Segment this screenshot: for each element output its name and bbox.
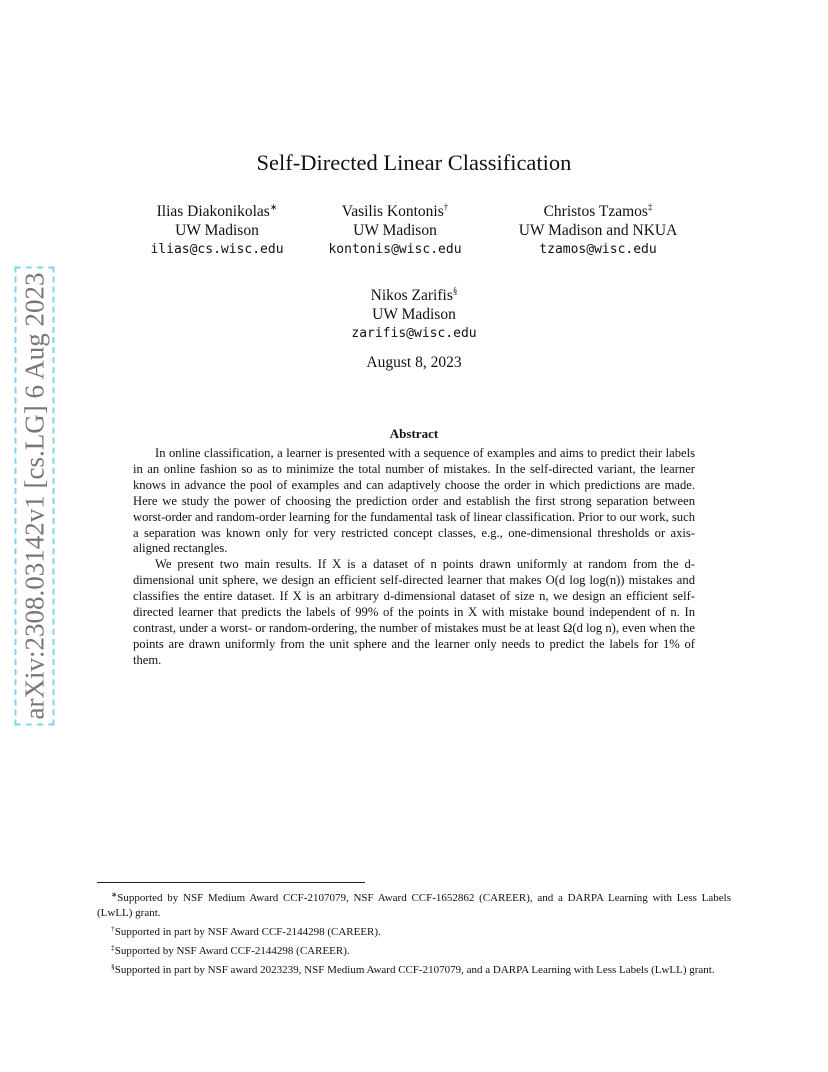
abstract-heading: Abstract bbox=[389, 426, 439, 441]
author-affiliation: UW Madison and NKUA bbox=[518, 222, 678, 239]
footnotes bbox=[97, 887, 731, 978]
footnote-mark: † bbox=[111, 924, 115, 933]
footnote-text: Supported in part by NSF award 2023239, NSF Medium Award CCF-2107079, and a DARPA Learning with Less Labels (LwLL) grant. bbox=[114, 964, 715, 976]
footnote-mark: § bbox=[111, 962, 115, 971]
author-name: Vasilis Kontonis bbox=[341, 203, 444, 220]
author-footnote-mark: ∗ bbox=[269, 202, 278, 212]
arxiv-stamp bbox=[14, 262, 54, 730]
footnote-text: Supported by NSF Medium Award CCF-2107079, NSF Award CCF-1652862 (CAREER), and a DARPA Learning with Less Labels (LwLL) grant. bbox=[97, 892, 731, 919]
author-email: kontonis@wisc.edu bbox=[328, 242, 462, 257]
abstract-body bbox=[133, 446, 695, 669]
footnote bbox=[97, 940, 731, 959]
footnote-text: Supported by NSF Award CCF-2144298 (CAREER). bbox=[114, 945, 350, 957]
abstract-paragraph: In online classification, a learner is presented with a sequence of examples and aims to predict their labels in an online fashion so as to minimize the total number of mistakes. In the self-directed variant, the learner knows in advance the pool of examples and can adaptively choose the order in which predictions are made. Here we study the power of choosing the prediction order and establish the first strong separation between worst-order and random-order learning for the fundamental task of linear classification. Prior to our work, such a separation was known only for very restricted concept classes, e.g., one-dimensional thresholds or axis-aligned rectangles. bbox=[133, 446, 695, 556]
arxiv-identifier: arXiv:2308.03142v1 [cs.LG] 6 Aug 2023 bbox=[14, 267, 54, 726]
author-affiliation: UW Madison bbox=[175, 222, 259, 239]
author-footnote-mark: ‡ bbox=[647, 202, 653, 212]
author-name: Christos Tzamos bbox=[543, 203, 648, 220]
author-footnote-mark: § bbox=[452, 286, 458, 296]
author-block bbox=[130, 198, 304, 259]
author-affiliation: UW Madison bbox=[353, 222, 437, 239]
author-name: Ilias Diakonikolas bbox=[156, 203, 270, 220]
author-footnote-mark: † bbox=[443, 202, 449, 212]
author-name: Nikos Zarifis bbox=[370, 287, 453, 304]
footnote-mark: ∗ bbox=[111, 890, 118, 899]
author-email: tzamos@wisc.edu bbox=[539, 242, 657, 257]
abstract-paragraph: We present two main results. If X is a dataset of n points drawn uniformly at random from the d-dimensional unit sphere, we design an efficient self-directed learner that makes O(d log log(n)) mistakes and classifies the entire dataset. If X is an arbitrary d-dimensional dataset of size n, we design an efficient self-directed learner that predicts the labels of 99% of the points in X with mistake bound independent of n. In contrast, under a worst- or random-ordering, the number of mistakes must be at least Ω(d log n), even when the points are drawn uniformly from the unit sphere and the learner only needs to predict the labels for 1% of them. bbox=[133, 557, 695, 667]
footnote bbox=[97, 887, 731, 921]
footnote-text: Supported in part by NSF Award CCF-2144298 (CAREER). bbox=[114, 926, 381, 938]
footnote bbox=[97, 921, 731, 940]
author-email: ilias@cs.wisc.edu bbox=[150, 242, 284, 257]
footnote-mark: ‡ bbox=[111, 943, 115, 952]
author-block bbox=[324, 282, 504, 343]
author-block bbox=[494, 198, 702, 259]
author-block bbox=[308, 198, 482, 259]
author-affiliation: UW Madison bbox=[372, 306, 456, 323]
footnote-rule bbox=[97, 882, 365, 883]
paper-date: August 8, 2023 bbox=[366, 354, 462, 371]
footnote bbox=[97, 959, 731, 978]
author-email: zarifis@wisc.edu bbox=[351, 326, 477, 341]
paper-title: Self-Directed Linear Classification bbox=[256, 150, 572, 175]
